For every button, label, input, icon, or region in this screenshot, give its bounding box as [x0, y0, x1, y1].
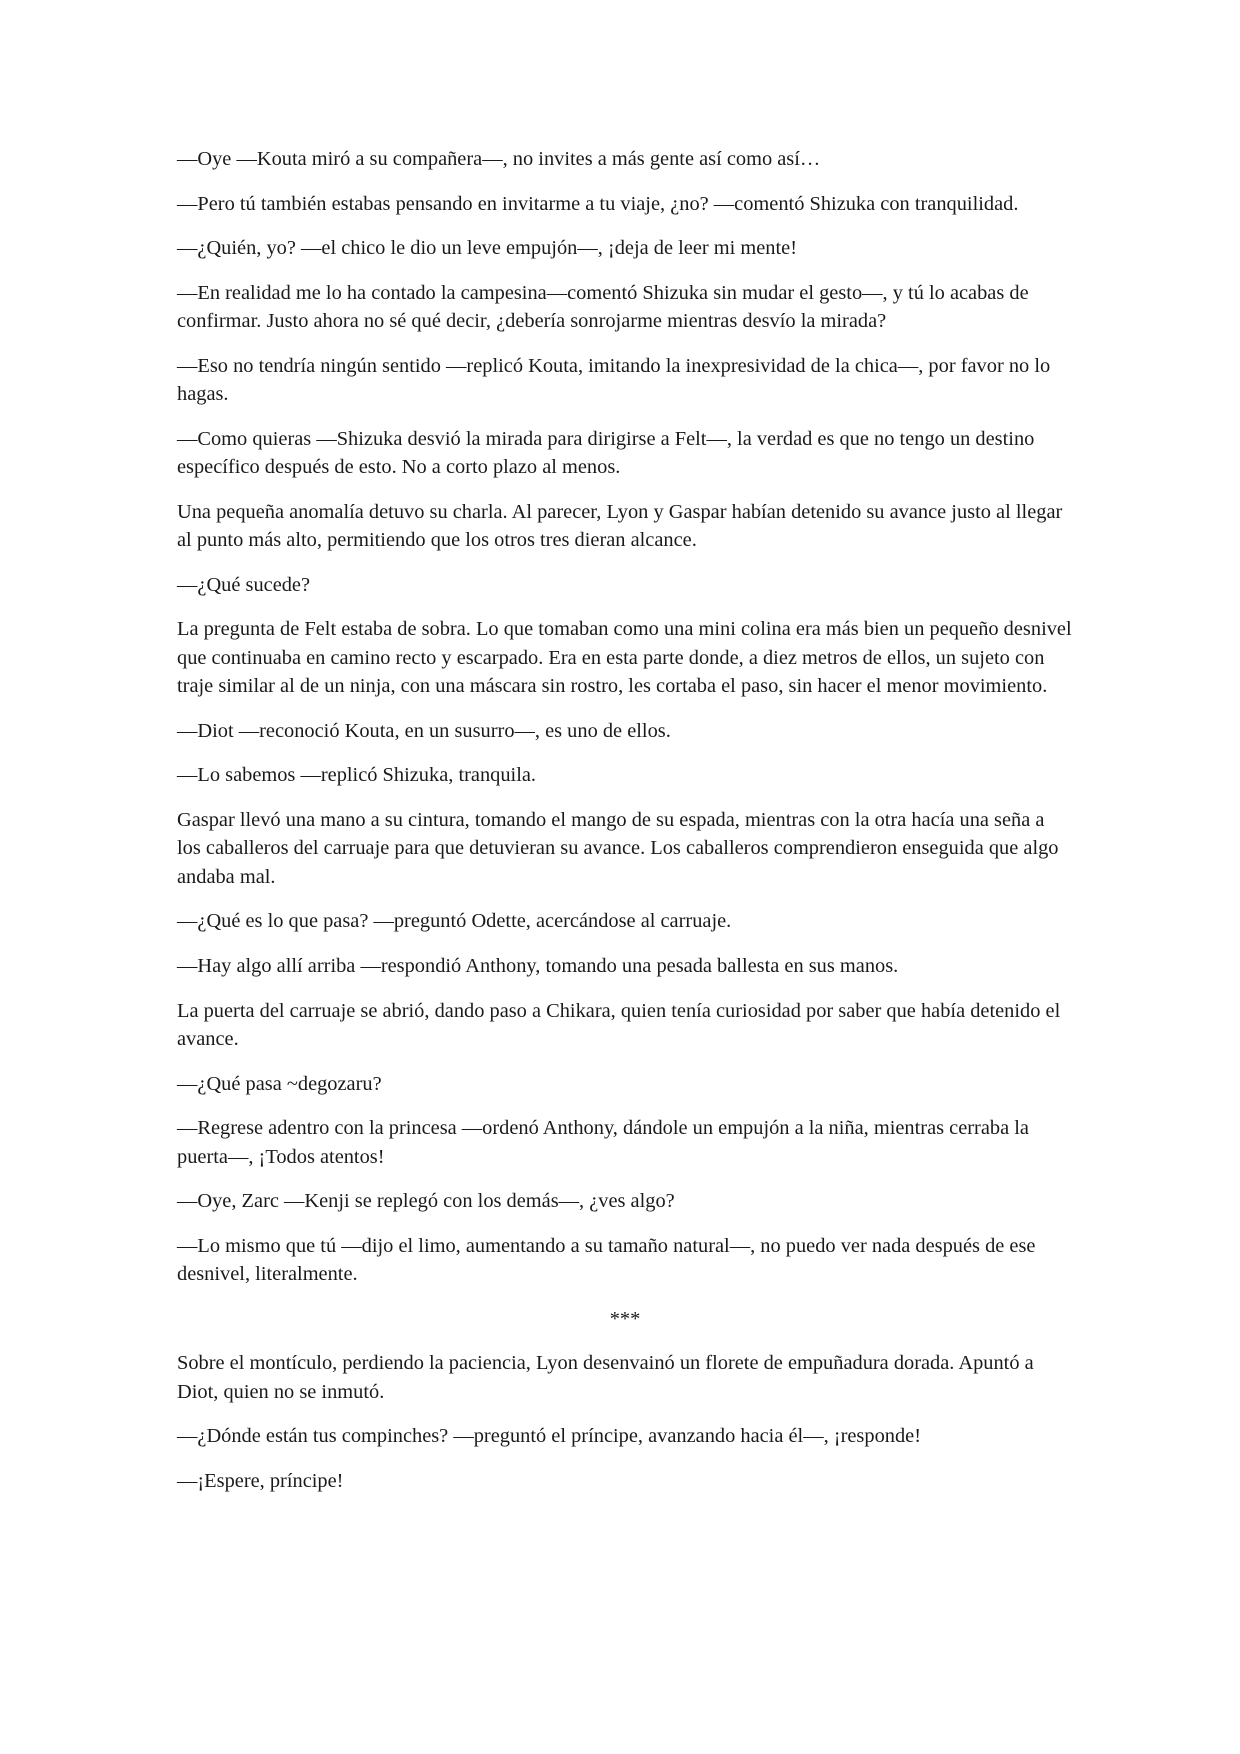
paragraph-22: —¡Espere, príncipe! [177, 1469, 344, 1492]
paragraph-11: —Lo sabemos —replicó Shizuka, tranquila. [177, 764, 537, 787]
paragraph-13: —¿Qué es lo que pasa? —preguntó Odette, acercándose al carruaje. [177, 910, 732, 933]
paragraph-15: La puerta del carruaje se abrió, dando paso a Chikara, quien tenía curiosidad por saber que había detenido el avance. [177, 999, 1061, 1050]
paragraph-8: —¿Qué sucede? [177, 573, 311, 596]
paragraph-21: —¿Dónde están tus compinches? —preguntó el príncipe, avanzando hacia él—, ¡responde! [177, 1425, 921, 1448]
paragraph-2: —Pero tú también estabas pensando en invitarme a tu viaje, ¿no? —comentó Shizuka con tranquilidad. [177, 192, 1019, 215]
paragraph-18: —Oye, Zarc —Kenji se replegó con los demás—, ¿ves algo? [177, 1190, 675, 1213]
paragraph-20: Sobre el montículo, perdiendo la paciencia, Lyon desenvainó un florete de empuñadura dorada. Apuntó a Diot, quien no se inmutó. [177, 1352, 1034, 1403]
paragraph-1: —Oye —Kouta miró a su compañera—, no invites a más gente así como así… [177, 148, 821, 170]
paragraph-12: Gaspar llevó una mano a su cintura, tomando el mango de su espada, mientras con la otra hacía una seña a los caballeros del carruaje para que detuvieran su avance. Los caballeros comprendieron enseguida que algo andaba mal. [177, 808, 1059, 888]
paragraph-10: —Diot —reconoció Kouta, en un susurro—, es uno de ellos. [177, 719, 671, 742]
paragraph-9: La pregunta de Felt estaba de sobra. Lo que tomaban como una mini colina era más bien un pequeño desnivel que continuaba en camino recto y escarpado. Era en esta parte donde, a diez metros de ellos, un sujeto con traje similar al de un ninja, con una máscara sin rostro, les cortaba el paso, sin hacer el menor movimiento. [177, 618, 1072, 698]
scene-separator: *** [609, 1307, 641, 1330]
paragraph-3: —¿Quién, yo? —el chico le dio un leve empujón—, ¡deja de leer mi mente! [177, 237, 798, 260]
paragraph-16: —¿Qué pasa ~degozaru? [177, 1072, 382, 1095]
paragraph-5: —Eso no tendría ningún sentido —replicó Kouta, imitando la inexpresividad de la chica—, por favor no lo hagas. [177, 354, 1051, 406]
paragraph-14: —Hay algo allí arriba —respondió Anthony, tomando una pesada ballesta en sus manos. [177, 954, 899, 977]
paragraph-6: —Como quieras —Shizuka desvió la mirada para dirigirse a Felt—, la verdad es que no tengo un destino específico después de esto. No a corto plazo al menos. [177, 427, 1035, 479]
paragraph-4: —En realidad me lo ha contado la campesina—comentó Shizuka sin mudar el gesto—, y tú lo acabas de confirmar. Justo ahora no sé qué decir, ¿debería sonrojarme mientras desvío la mirada? [177, 281, 1029, 333]
paragraph-7: Una pequeña anomalía detuvo su charla. Al parecer, Lyon y Gaspar habían detenido su avance justo al llegar al punto más alto, permitiendo que los otros tres dieran alcance. [177, 500, 1063, 552]
document-page [177, 145, 1073, 1512]
paragraph-17: —Regrese adentro con la princesa —ordenó Anthony, dándole un empujón a la niña, mientras cerraba la puerta—, ¡Todos atentos! [177, 1117, 1029, 1168]
paragraph-19: —Lo mismo que tú —dijo el limo, aumentando a su tamaño natural—, no puedo ver nada después de ese desnivel, literalmente. [177, 1234, 1036, 1286]
